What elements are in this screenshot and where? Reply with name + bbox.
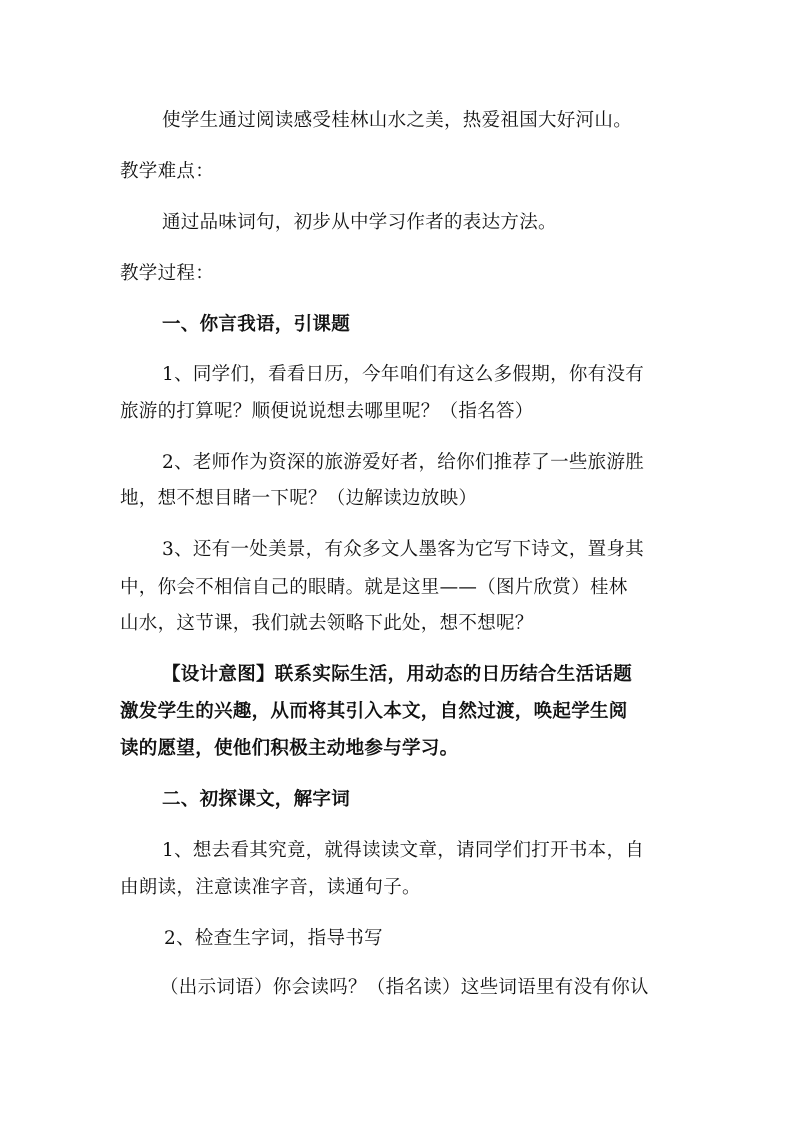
paragraph-4-line-2: 由朗读，注意读准字音，读通句子。 [120, 877, 421, 898]
paragraph-3-line-3: 山水，这节课，我们就去领略下此处，想不想呢？ [120, 613, 534, 634]
paragraph-3-line-2: 中，你会不相信自己的眼睛。就是这里——（图片欣赏）桂林 [120, 577, 628, 598]
paragraph-1-line-1: 1、同学们，看看日历，今年咱们有这么多假期，你有没有 [162, 364, 645, 385]
paragraph-2-line-2: 地，想不想目睹一下呢？（边解读边放映） [120, 488, 478, 509]
difficulty-text: 通过品味词句，初步从中学习作者的表达方法。 [162, 212, 557, 233]
section-1-title: 一、你言我语，引课题 [162, 314, 351, 335]
paragraph-6-line-1: （出示词语）你会读吗？（指名读）这些词语里有没有你认 [160, 977, 649, 998]
paragraph-1-line-2: 旅游的打算呢？顺便说说想去哪里呢？（指名答） [120, 401, 534, 422]
paragraph-2-line-1: 2、老师作为资深的旅游爱好者，给你们推荐了一些旅游胜 [162, 452, 645, 473]
design-intent-line-2: 激发学生的兴趣，从而将其引入本文，自然过渡，唤起学生阅 [120, 701, 628, 722]
teaching-goal-text: 使学生通过阅读感受桂林山水之美，热爱祖国大好河山。 [162, 110, 633, 131]
section-2-title: 二、初探课文，解字词 [162, 789, 351, 810]
paragraph-3-line-1: 3、还有一处美景，有众多文人墨客为它写下诗文，置身其 [162, 539, 645, 560]
paragraph-4-line-1: 1、想去看其究竟，就得读读文章，请同学们打开书本，自 [162, 840, 645, 861]
design-intent-line-1: 【设计意图】联系实际生活，用动态的日历结合生活话题 [162, 664, 633, 685]
process-heading: 教学过程： [120, 263, 215, 284]
paragraph-5-line-1: 2、检查生字词，指导书写 [164, 928, 383, 949]
difficulty-heading: 教学难点： [120, 161, 215, 182]
design-intent-line-3: 读的愿望，使他们积极主动地参与学习。 [120, 738, 459, 759]
